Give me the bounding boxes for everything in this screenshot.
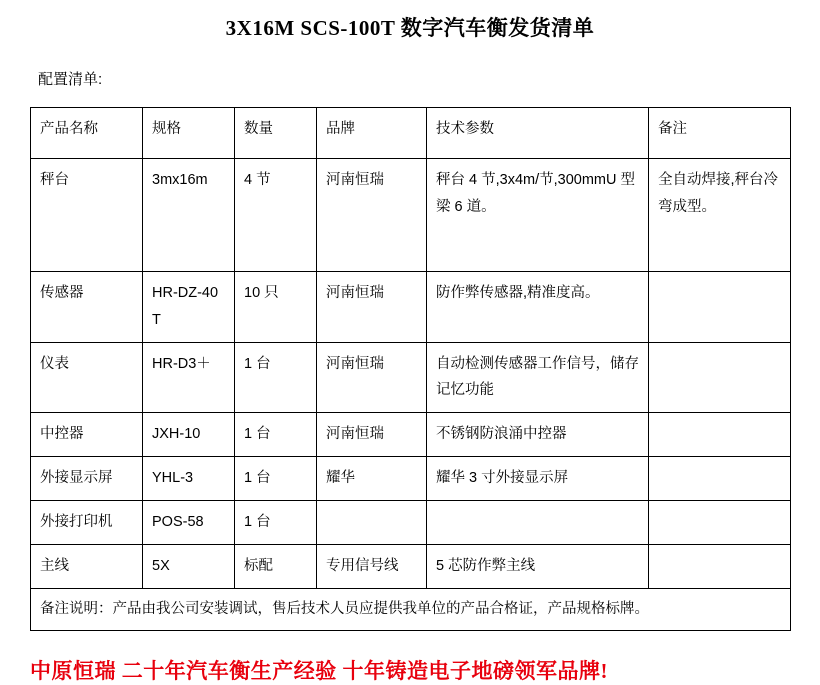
cell-brand: 河南恒瑞 (317, 272, 427, 343)
cell-note (649, 500, 791, 544)
column-header-brand: 品牌 (317, 108, 427, 159)
cell-name: 传感器 (31, 272, 143, 343)
cell-qty: 4 节 (235, 159, 317, 272)
cell-spec: POS-58 (143, 500, 235, 544)
cell-name: 秤台 (31, 159, 143, 272)
subtitle-config-list: 配置清单: (38, 71, 103, 88)
cell-name: 外接打印机 (31, 500, 143, 544)
cell-note: 全自动焊接,秤台冷弯成型。 (649, 159, 791, 272)
footer-slogan: 中原恒瑞 二十年汽车衡生产经验 十年铸造电子地磅领军品牌! (30, 658, 608, 683)
cell-brand: 专用信号线 (317, 544, 427, 588)
cell-qty: 1 台 (235, 457, 317, 501)
cell-spec: JXH-10 (143, 413, 235, 457)
cell-name: 外接显示屏 (31, 457, 143, 501)
cell-spec: HR-DZ-40T (143, 272, 235, 343)
cell-params: 不锈钢防浪涌中控器 (427, 413, 649, 457)
cell-brand: 河南恒瑞 (317, 342, 427, 413)
column-header-params: 技术参数 (427, 108, 649, 159)
cell-name: 仪表 (31, 342, 143, 413)
spec-table (30, 107, 791, 631)
cell-note (649, 342, 791, 413)
cell-brand (317, 500, 427, 544)
cell-brand: 耀华 (317, 457, 427, 501)
cell-params: 自动检测传感器工作信号，储存记忆功能 (427, 342, 649, 413)
table-row (31, 544, 791, 588)
table-row (31, 457, 791, 501)
table-row (31, 500, 791, 544)
column-header-spec: 规格 (143, 108, 235, 159)
table-row (31, 413, 791, 457)
cell-params: 秤台 4 节,3x4m/节,300mmU 型梁 6 道。 (427, 159, 649, 272)
cell-params: 防作弊传感器,精准度高。 (427, 272, 649, 343)
table-footnote-row (31, 588, 791, 630)
cell-footnote: 备注说明：产品由我公司安装调试，售后技术人员应提供我单位的产品合格证，产品规格标牌。 (31, 588, 791, 630)
cell-note (649, 413, 791, 457)
cell-qty: 标配 (235, 544, 317, 588)
table-header-row (31, 108, 791, 159)
cell-brand: 河南恒瑞 (317, 413, 427, 457)
cell-note (649, 544, 791, 588)
cell-brand: 河南恒瑞 (317, 159, 427, 272)
cell-name: 中控器 (31, 413, 143, 457)
cell-spec: 3mx16m (143, 159, 235, 272)
cell-note (649, 272, 791, 343)
cell-note (649, 457, 791, 501)
column-header-name: 产品名称 (31, 108, 143, 159)
page-title: 3X16M SCS-100T 数字汽车衡发货清单 (225, 16, 595, 40)
cell-spec: HR-D3＋ (143, 342, 235, 413)
cell-name: 主线 (31, 544, 143, 588)
cell-qty: 1 台 (235, 500, 317, 544)
cell-params (427, 500, 649, 544)
cell-spec: 5X (143, 544, 235, 588)
cell-params: 耀华 3 寸外接显示屏 (427, 457, 649, 501)
cell-qty: 10 只 (235, 272, 317, 343)
cell-qty: 1 台 (235, 342, 317, 413)
cell-qty: 1 台 (235, 413, 317, 457)
cell-spec: YHL-3 (143, 457, 235, 501)
column-header-qty: 数量 (235, 108, 317, 159)
table-row (31, 159, 791, 272)
table-row (31, 272, 791, 343)
cell-params: 5 芯防作弊主线 (427, 544, 649, 588)
spec-table-container (30, 107, 790, 631)
table-row (31, 342, 791, 413)
column-header-note: 备注 (649, 108, 791, 159)
